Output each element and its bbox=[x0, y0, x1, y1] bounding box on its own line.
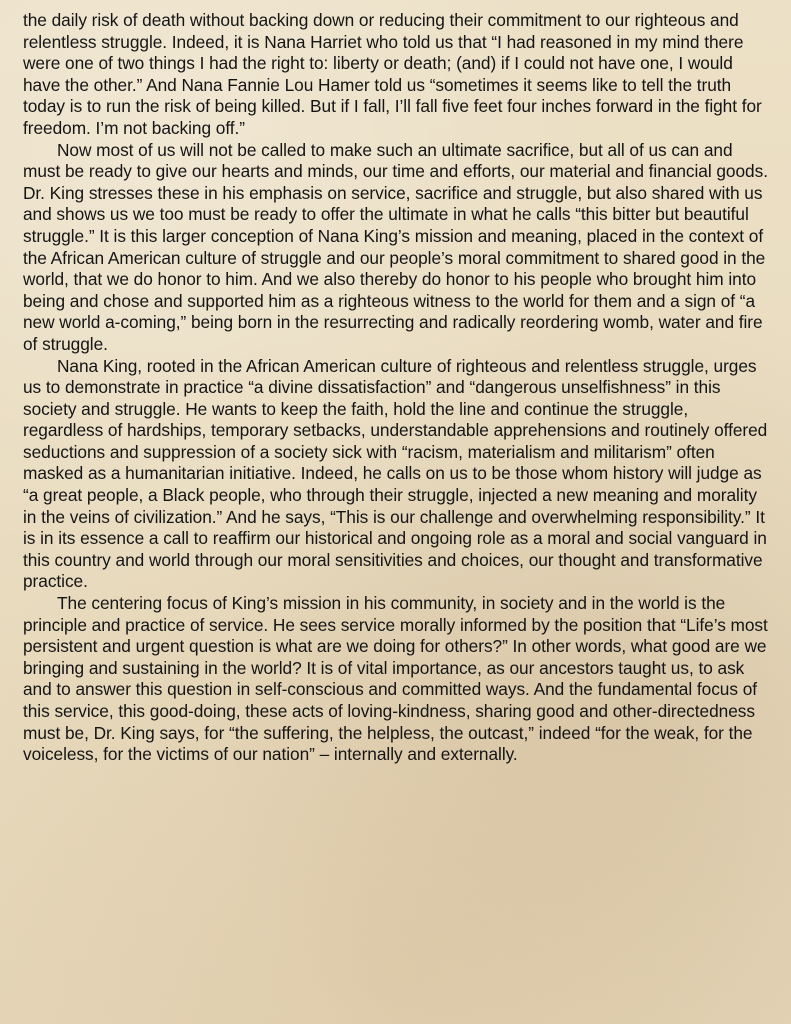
paragraph-3: Nana King, rooted in the African American culture of righteous and relentless struggle, urges us to demonstrate in practice “a divine dissatisfaction” and “dangerous unselfishness” in this society and struggle. He wants to keep the faith, hold the line and continue the struggle, regardless of hardships, temporary setbacks, understandable apprehensions and routinely offered seductions and suppression of a society sick with “racism, materialism and militarism” often masked as a humanitarian initiative. Indeed, he calls on us to be those whom history will judge as “a great people, a Black people, who through their struggle, injected a new meaning and morality in the veins of civilization.” And he says, “This is our challenge and overwhelming responsibility.” It is in its essence a call to reaffirm our historical and ongoing role as a moral and social vanguard in this country and world through our moral sensitivities and choices, our thought and transformative practice. bbox=[23, 355, 768, 592]
paragraph-1: the daily risk of death without backing down or reducing their commitment to our righteous and relentless struggle. Indeed, it is Nana Harriet who told us that “I had reasoned in my mind there were one of two things I had the right to: liberty or death; (and) if I could not have one, I would have the other.” And Nana Fannie Lou Hamer told us “sometimes it seems like to tell the truth today is to run the risk of being killed. But if I fall, I’ll fall five feet four inches forward in the fight for freedom. I’m not backing off.” bbox=[23, 10, 762, 138]
paragraph-2: Now most of us will not be called to make such an ultimate sacrifice, but all of us can and must be ready to give our hearts and minds, our time and efforts, our material and financial goods. Dr. King stresses these in his emphasis on service, sacrifice and struggle, but also shared with us and shows us we too must be ready to offer the ultimate in what he calls “this bitter but beautiful struggle.” It is this larger conception of Nana King’s mission and meaning, placed in the context of the African American culture of struggle and our people’s moral commitment to shared good in the world, that we do honor to him. And we also thereby do honor to his people who brought him into being and chose and supported him as a righteous witness to the world for them and a sign of “a new world a-coming,” being born in the resurrecting and radically reordering womb, water and fire of struggle. bbox=[23, 139, 768, 354]
paragraph-4: The centering focus of King’s mission in his community, in society and in the world is the principle and practice of service. He sees service morally informed by the position that “Life’s most persistent and urgent question is what are we doing for others?” In other words, what good are we bringing and sustaining in the world? It is of vital importance, as our ancestors taught us, to ask and to answer this question in self-conscious and committed ways. And the fundamental focus of this service, this good-doing, these acts of loving-kindness, sharing good and other-directedness must be, Dr. King says, for “the suffering, the helpless, the outcast,” indeed “for the weak, for the voiceless, for the victims of our nation” – internally and externally. bbox=[23, 593, 768, 765]
